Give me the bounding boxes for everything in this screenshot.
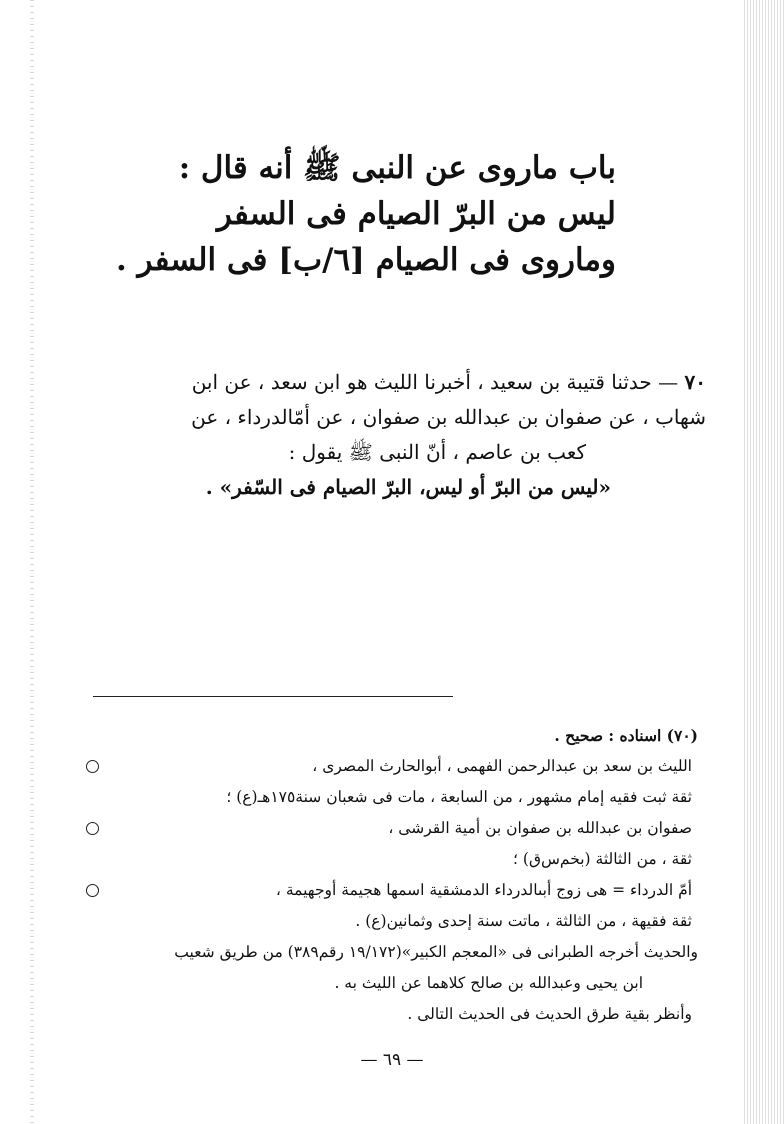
- takhrij-line: ابن يحيى وعبدالله بن صالح كلاهما عن الليث به .: [334, 974, 643, 992]
- takhrij-line: وأنظر بقية طرق الحديث فى الحديث التالى .: [407, 1005, 692, 1023]
- narrator-detail: ثقة ثبت فقيه إمام مشهور ، من السابعة ، مات فى شعبان سنة١٧٥هـ(ع) ؛: [226, 788, 692, 806]
- narrator-entry: [88, 751, 698, 782]
- scan-edge-left: [30, 0, 34, 1124]
- chapter-title: [115, 145, 616, 283]
- circle-bullet-icon: [86, 884, 99, 897]
- takhrij-line: والحديث أخرجه الطبرانى فى «المعجم الكبير»(١٩/١٧٢ رقم٣٨٩) من طريق شعيب: [174, 943, 698, 961]
- narrator-entry: [88, 875, 698, 906]
- hadith-matn: «ليس من البرّ أو ليس، البرّ الصيام فى السّفر» .: [205, 475, 611, 499]
- narrator-name: أمّ الدرداء = هى زوج أبىالدرداء الدمشقية اسمها هجيمة أوجهيمة ،: [275, 881, 692, 899]
- narrator-entry: [88, 813, 698, 844]
- hadith-line: ٧٠ — حدثنا قتيبة بن سعيد ، أخبرنا الليث هو ابن سعد ، عن ابن: [191, 370, 706, 394]
- circle-bullet-icon: [86, 822, 99, 835]
- hadith-line-text: حدثنا قتيبة بن سعيد ، أخبرنا الليث هو ابن سعد ، عن ابن: [191, 370, 652, 394]
- page-number: — ٦٩ —: [360, 1050, 424, 1070]
- chapter-title-line: باب ماروى عن النبى ﷺ أنه قال :: [178, 150, 616, 186]
- hadith-text: [106, 365, 706, 505]
- scan-edge-right: [744, 0, 784, 1124]
- narrator-name: صفوان بن عبدالله بن صفوان بن أمية القرشى ،: [388, 819, 692, 837]
- hadith-number: ٧٠: [684, 370, 706, 394]
- hadith-line: شهاب ، عن صفوان بن عبدالله بن صفوان ، عن أمّالدرداء ، عن: [191, 405, 706, 429]
- footnote-divider: [93, 696, 453, 697]
- narrator-detail: ثقة فقيهة ، من الثالثة ، ماتت سنة إحدى وثمانين(ع) .: [355, 912, 692, 930]
- narrator-name: الليث بن سعد بن عبدالرحمن الفهمى ، أبوالحارث المصرى ،: [312, 757, 692, 775]
- narrator-detail: ثقة ، من الثالثة (بخم‌س‌ق) ؛: [513, 850, 692, 868]
- hadith-line: كعب بن عاصم ، أنّ النبى ﷺ يقول :: [288, 440, 586, 464]
- chapter-title-line: ليس من البرّ الصيام فى السفر: [216, 196, 616, 232]
- footnote-heading: (٧٠) اسناده : صحيح .: [554, 726, 698, 745]
- chapter-title-line: وماروى فى الصيام [٦/ب] فى السفر .: [115, 242, 616, 278]
- circle-bullet-icon: [86, 760, 99, 773]
- footnotes: [88, 720, 698, 1030]
